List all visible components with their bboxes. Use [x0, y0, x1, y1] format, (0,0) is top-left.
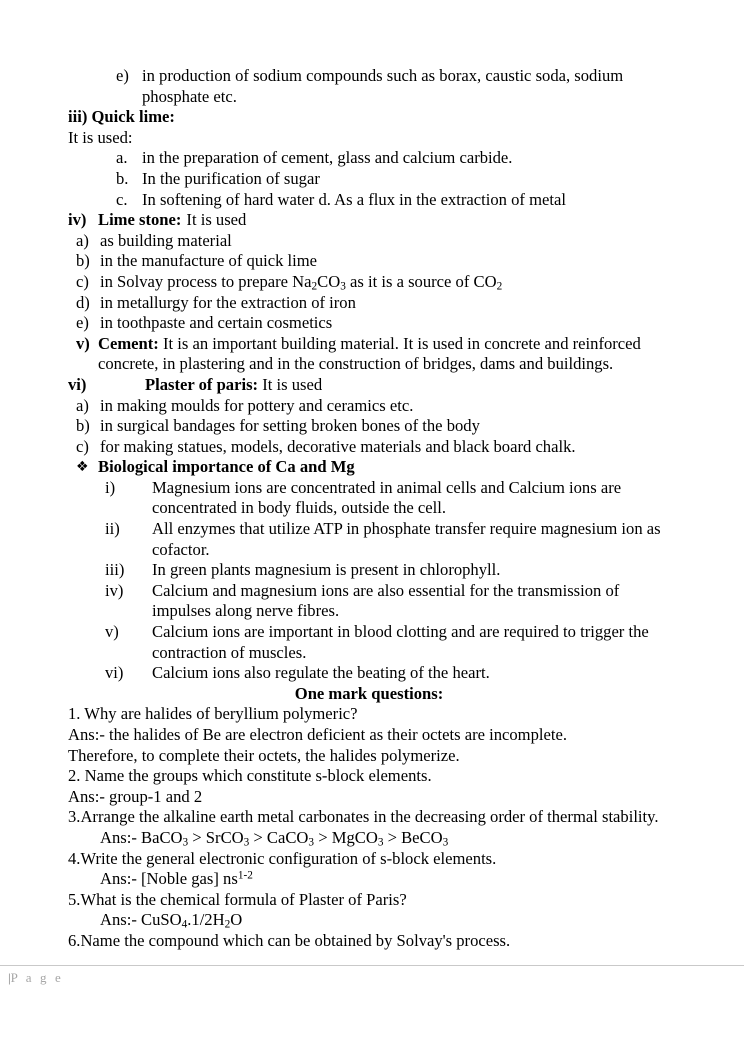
list-item-text: In the purification of sugar [142, 168, 320, 188]
list-item [76, 313, 670, 334]
footer-divider [0, 965, 744, 966]
heading-tail: It is used [262, 374, 323, 394]
list-item-text [100, 272, 670, 293]
heading-plaster-of-paris [68, 375, 670, 396]
question-4: 4.Write the general electronic configuration of s-block elements. [68, 848, 497, 868]
list-item-text: Calcium and magnesium ions are also essential for the transmission of impulses along nerve fibres. [152, 580, 620, 621]
list-item [105, 581, 670, 622]
formula-text: > MgCO [314, 827, 378, 847]
answer-4 [100, 869, 670, 890]
heading-label: Lime stone: [98, 210, 182, 230]
subscript: 3 [243, 836, 250, 849]
formula-text: > SrCO [188, 827, 244, 847]
heading-quick-lime: iii) Quick lime: [68, 107, 175, 127]
footer-bar: | [8, 970, 11, 985]
cement-text [98, 334, 670, 375]
list-item-text: as building material [100, 230, 232, 250]
list-item [116, 66, 670, 107]
list-item [76, 231, 670, 252]
list-marker: b. [116, 168, 129, 188]
list-item-text: in production of sodium compounds such as borax, caustic soda, sodium phosphate etc. [142, 66, 624, 106]
list-marker: v) [76, 333, 90, 353]
list-item [76, 416, 670, 437]
subscript: 3 [182, 836, 189, 849]
question-3: 3.Arrange the alkaline earth metal carbonates in the decreasing order of thermal stability. [68, 807, 659, 827]
list-item [105, 663, 670, 684]
document-body [68, 66, 670, 952]
subscript: 4 [181, 918, 188, 931]
heading-tail: It is used [186, 210, 247, 230]
formula-text: > BeCO [383, 827, 443, 847]
list-item-text: Magnesium ions are concentrated in animal cells and Calcium ions are concentrated in body fluids, outside the cell. [152, 477, 622, 518]
formula-text: Ans:- CuSO [100, 910, 182, 930]
plaster-heading-text [145, 375, 670, 396]
list-marker: b) [76, 416, 90, 436]
list-marker: c) [76, 271, 89, 291]
list-marker: iv) [105, 580, 124, 600]
list-item-text: Calcium ions are important in blood clotting and are required to trigger the contraction of muscles. [152, 622, 649, 662]
list-item-text: Calcium ions also regulate the beating of the heart. [152, 663, 490, 683]
subscript: 3 [442, 836, 449, 849]
list-item [105, 622, 670, 663]
formula-text: as it is a source of CO [345, 271, 497, 291]
list-marker: b) [76, 251, 90, 271]
answer-1-line-2: Therefore, to complete their octets, the halides polymerize. [68, 745, 460, 765]
list-marker: vi) [68, 374, 87, 394]
footer-page-label: P a g e [10, 970, 64, 985]
formula-text: in Solvay process to prepare Na [100, 271, 312, 291]
list-marker: e) [116, 66, 129, 85]
list-item-text: in metallurgy for the extraction of iron [100, 292, 356, 312]
list-item [116, 190, 670, 211]
subscript: 2 [496, 280, 503, 293]
subscript: 3 [377, 836, 384, 849]
list-item [76, 293, 670, 314]
list-marker: v) [105, 622, 119, 642]
body-text: It is an important building material. It is used in concrete and reinforced concrete, in plastering and in the construction of bridges, dams and buildings. [98, 333, 641, 374]
formula-text: Ans:- BaCO [100, 827, 183, 847]
question-5: 5.What is the chemical formula of Plaster of Paris? [68, 889, 407, 909]
subscript: 3 [308, 836, 315, 849]
formula-text: .1/2H [187, 910, 225, 930]
list-marker: ii) [105, 519, 120, 539]
heading-lime-stone [68, 210, 670, 231]
list-item [76, 437, 670, 458]
section-cement [76, 334, 670, 375]
diamond-bullet-icon: ❖ [76, 459, 89, 476]
list-marker: c) [76, 436, 89, 456]
list-item [76, 396, 670, 417]
heading-lime-stone-text [98, 210, 670, 231]
formula-text: > CaCO [249, 827, 309, 847]
list-item-text: in the preparation of cement, glass and calcium carbide. [142, 148, 513, 168]
heading-one-mark-questions: One mark questions: [294, 683, 444, 703]
subscript: 2 [224, 918, 231, 931]
list-item-text: All enzymes that utilize ATP in phosphate transfer require magnesium ion as cofactor. [152, 519, 661, 559]
list-item-text: In green plants magnesium is present in chlorophyll. [152, 560, 501, 580]
answer-3 [100, 828, 670, 849]
list-item [105, 519, 670, 560]
subscript: 2 [311, 280, 318, 293]
list-item [116, 148, 670, 169]
list-item [105, 478, 670, 519]
answer-1-line-1: Ans:- the halides of Be are electron deficient as their octets are incomplete. [68, 725, 567, 744]
formula-text: O [230, 910, 243, 930]
formula-text: CO [317, 271, 341, 291]
answer-2: Ans:- group-1 and 2 [68, 786, 203, 806]
answer-5 [100, 910, 670, 931]
question-2: 2. Name the groups which constitute s-block elements. [68, 766, 432, 786]
page-footer [8, 970, 63, 986]
subscript: 3 [340, 280, 346, 293]
list-item [105, 560, 670, 581]
list-item-text: in making moulds for pottery and ceramics etc. [100, 395, 414, 415]
question-6: 6.Name the compound which can be obtained by Solvay's process. [68, 930, 511, 950]
list-item [76, 272, 670, 293]
heading-label: Biological importance of Ca and Mg [98, 457, 355, 477]
list-item [116, 169, 670, 190]
superscript: 1-2 [237, 869, 253, 882]
list-item-text: for making statues, models, decorative materials and black board chalk. [100, 436, 576, 456]
question-1: 1. Why are halides of beryllium polymeric? [68, 704, 358, 724]
list-item-text: in surgical bandages for setting broken bones of the body [100, 416, 480, 436]
list-item [76, 251, 670, 272]
heading-label: Cement: [98, 333, 159, 353]
list-marker: vi) [105, 663, 124, 683]
list-marker: a. [116, 148, 128, 168]
list-marker: iv) [68, 210, 87, 230]
heading-label: Plaster of paris: [145, 374, 259, 394]
list-marker: d) [76, 292, 90, 312]
list-marker: a) [76, 395, 89, 415]
list-item-text: in the manufacture of quick lime [100, 251, 318, 271]
list-marker: e) [76, 313, 89, 333]
list-marker: c. [116, 189, 128, 209]
list-marker: a) [76, 230, 89, 250]
formula-text: Ans:- [Noble gas] ns [100, 869, 238, 889]
quick-lime-intro: It is used: [68, 127, 133, 147]
list-item-text: in toothpaste and certain cosmetics [100, 313, 333, 333]
list-item-text: In softening of hard water d. As a flux in the extraction of metal [142, 189, 566, 209]
list-marker: i) [105, 477, 116, 497]
heading-biological-importance [76, 457, 670, 478]
list-marker: iii) [105, 560, 125, 580]
